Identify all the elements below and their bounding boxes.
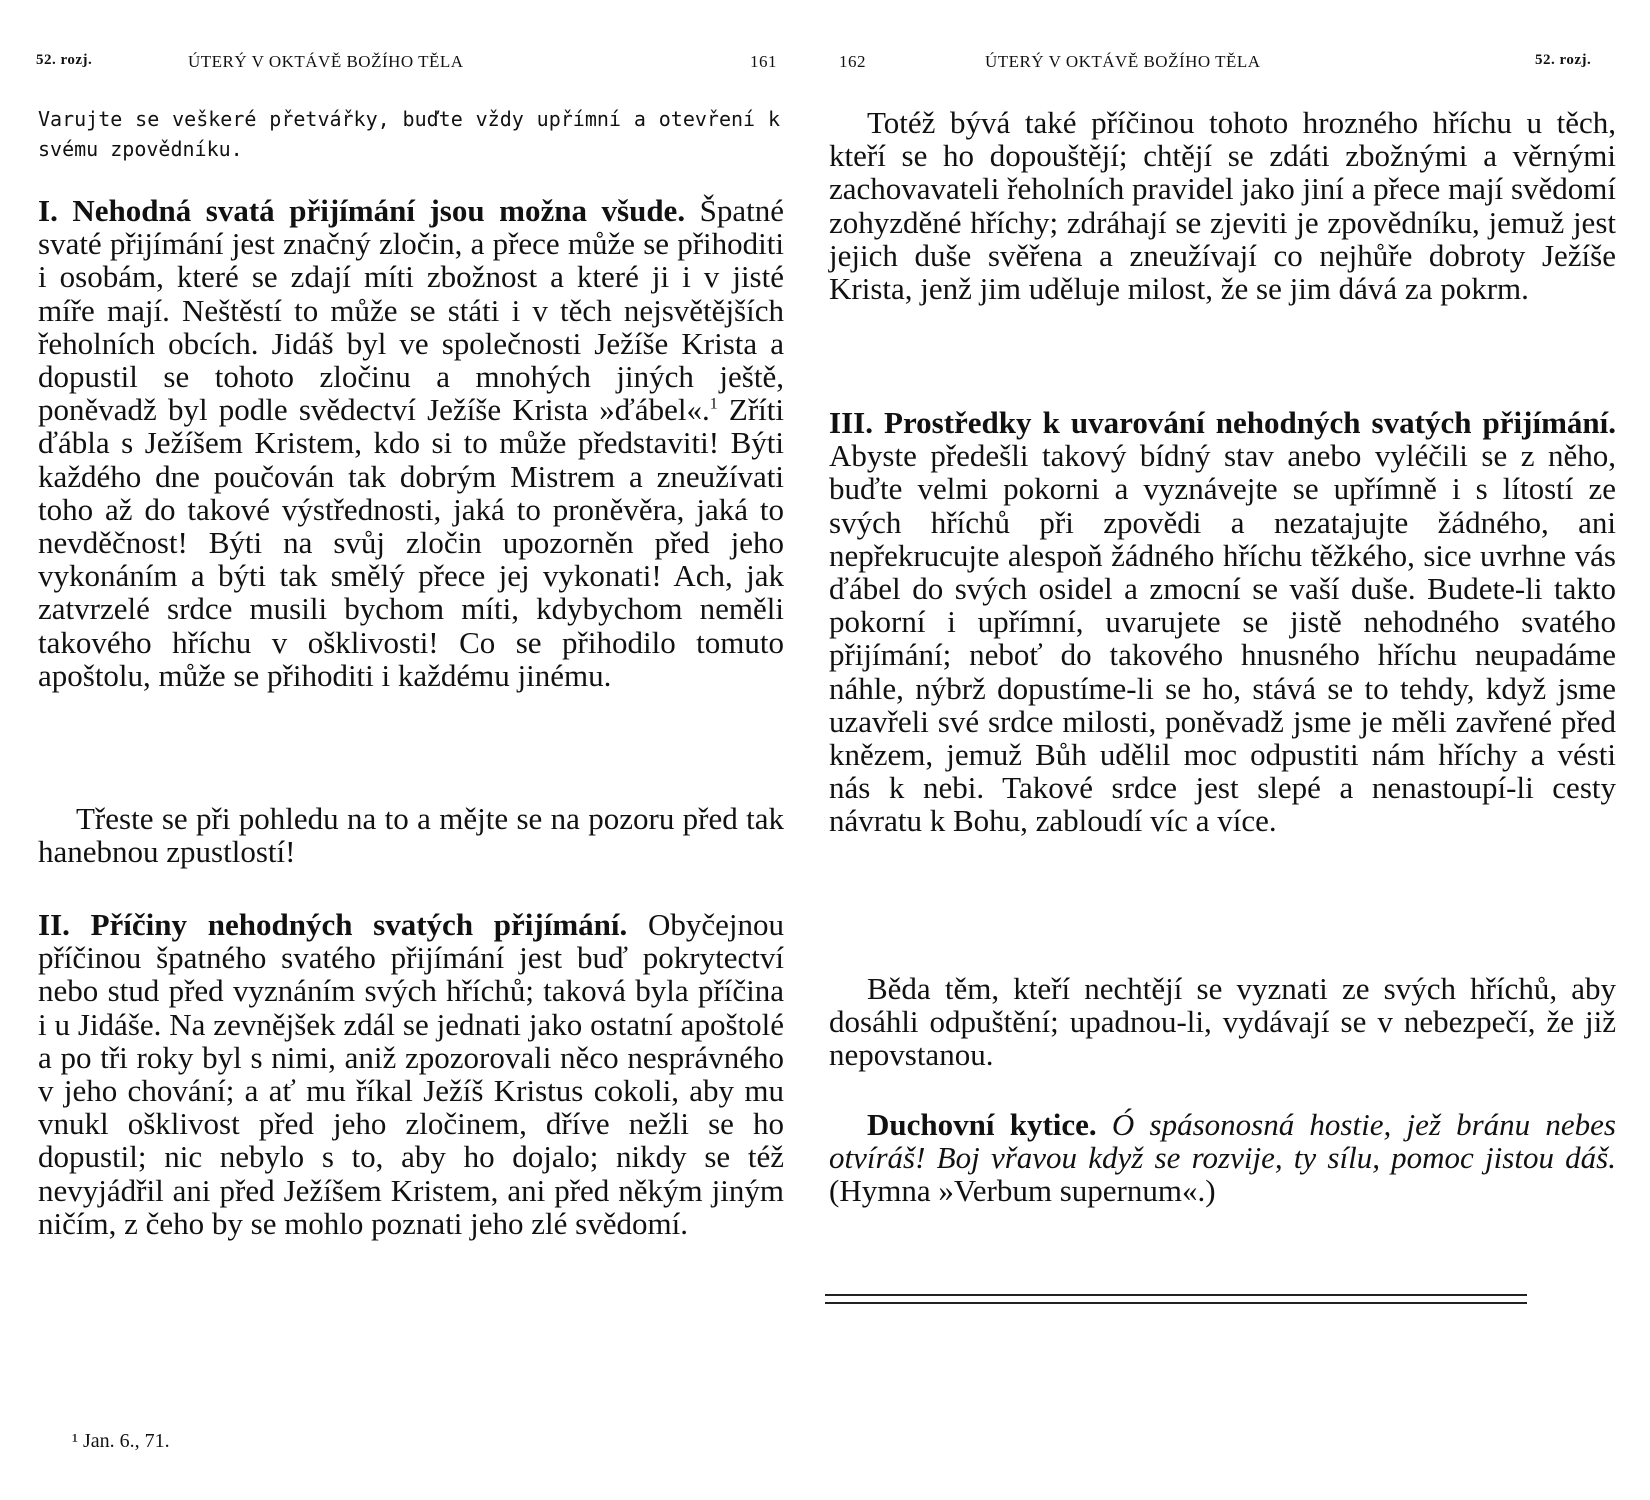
footnote-reference: 1 (709, 395, 718, 413)
left-page-number: 161 (750, 52, 777, 71)
right-section-label: 52. rozj. (1535, 52, 1592, 68)
right-page-number: 162 (839, 52, 866, 71)
continuation-paragraph: Totéž bývá také příčinou tohoto hrozného hříchu u těch, kteří se ho dopouštějí; chtějí se zdáti zbožnými a věrnými zachovavateli řeholních pravidel jako jiní a přece mají svědomí zohyzděné hříchy; zdráhají se zjeviti je zpovědníku, jemuž jest jejich duše svěřena a zneužívají co nejhůře dobroty Ježíše Krista, jenž jim uděluje milost, že se jim dává za pokrm. (829, 105, 1616, 307)
left-running-title: ÚTERÝ V OKTÁVĚ BOŽÍHO TĚLA (188, 52, 464, 71)
warning-paragraph: Třeste se při pohledu na to a mějte se na pozoru před tak hanebnou zpustlostí! (38, 801, 784, 870)
bouquet-label: Duchovní kytice. (867, 1107, 1097, 1142)
point-one-heading: I. Nehodná svatá přijímání jsou možna všude. (38, 193, 686, 228)
left-section-label: 52. rozj. (36, 52, 93, 68)
footnote: ¹ Jan. 6., 71. (72, 1430, 170, 1452)
right-page (825, 0, 1650, 1500)
woe-paragraph: Běda těm, kteří nechtějí se vyznati ze svých hříchů, aby dosáhli odpuštění; upadnou-li, vydávají se v nebezpečí, že již nepovstanou. (829, 971, 1616, 1073)
end-rule-top (825, 1294, 1527, 1296)
point-one-text-a: Špatné svaté přijímání jest značný zločin, a přece může se přihoditi i osobám, které se zdají míti zbožnost a které ji i v jisté míře mají. Neštěstí to může se státi i v těch nejsvětějších řeholních obcích. Jidáš byl ve společnosti Ježíše Krista a dopustil se tohoto zločinu a mnohých jiných ještě, poněvadž byl podle svědectví Ježíše Krista »ďábel«. (38, 193, 784, 428)
point-three-paragraph (829, 406, 1616, 838)
point-two-text: Obyčejnou příčinou špatného svatého přijímání jest buď pokrytectví nebo stud před vyznáním svých hříchů; taková byla příčina i u Jidáše. Na zevnějšek zdál se jednati jako ostatní apoštolé a po tři roky byl s nimi, aniž zpozorovali něco nesprávného v jeho chování; a ať mu říkal Ježíš Kristus cokoli, aby mu vnukl ošklivost před jeho zločinem, dříve nežli se ho dopustil; nic nebylo s to, aby ho dojalo; nikdy se též nevyjádřil ani před Ježíšem Kristem, ani před někým jiným ničím, z čeho by se mohlo poznati jeho zlé svědomí. (38, 907, 784, 1241)
point-one-text-b: Zříti ďábla s Ježíšem Kristem, kdo si to může představiti! Býti každého dne poučován tak dobrým Mistrem a zneužívati toho až do takové výstřednosti, jaká to proněvěra, jaká to nevděčnost! Býti na svůj zločin upozorněn před jeho vykonáním a býti tak smělý přece jej vykonati! Ach, jak zatvrzelé srdce musili bychom míti, kdybychom neměli takového hříchu v ošklivosti! Co se přihodilo tomuto apoštolu, může se přihoditi i každému jinému. (38, 392, 784, 693)
bouquet-source: (Hymna »Verbum supernum«.) (829, 1173, 1216, 1209)
point-two-paragraph (38, 908, 784, 1240)
right-running-title: ÚTERÝ V OKTÁVĚ BOŽÍHO TĚLA (985, 52, 1261, 71)
lead-sentence: Varujte se veškeré přetvářky, buďte vždy upřímní a otevření k svému zpovědníku. (38, 107, 780, 161)
point-one-paragraph (38, 194, 784, 692)
spiritual-bouquet (829, 1108, 1616, 1208)
point-three-heading: III. Prostředky k uvarování nehodných svatých přijímání. (829, 405, 1616, 440)
end-rule-bottom (825, 1302, 1527, 1304)
bouquet-verse: Ó spásonosná hostie, jež bránu nebes otvíráš! Boj vřavou když se rozvije, ty sílu, pomoc jistou dáš. (829, 1107, 1616, 1176)
point-three-text: Abyste předešli takový bídný stav anebo vyléčili se z něho, buďte velmi pokorni a vyznávejte se upřímně i s lítostí ze svých hříchů při zpovědi a nezatajujte žádného, ani nepřekrucujte alespoň žádného hříchu těžkého, sice uvrhne vás ďábel do svých osidel a zmocní se vaší duše. Budete-li takto pokorní i upřímní, uvarujete se jistě nehodného svatého přijímání; neboť do takového hnusného hříchu neupadáme náhle, nýbrž dopustíme-li se ho, stává se to tehdy, když jsme uzavřeli své srdce milosti, poněvadž jsme je měli zavřené před knězem, jemuž Bůh udělil moc odpustiti nám hříchy a vésti nás k nebi. Takové srdce jest slepé a nenastoupí-li cesty návratu k Bohu, zabloudí víc a více. (829, 438, 1616, 839)
point-two-heading: II. Příčiny nehodných svatých přijímání. (38, 907, 628, 942)
left-page (0, 0, 820, 1500)
